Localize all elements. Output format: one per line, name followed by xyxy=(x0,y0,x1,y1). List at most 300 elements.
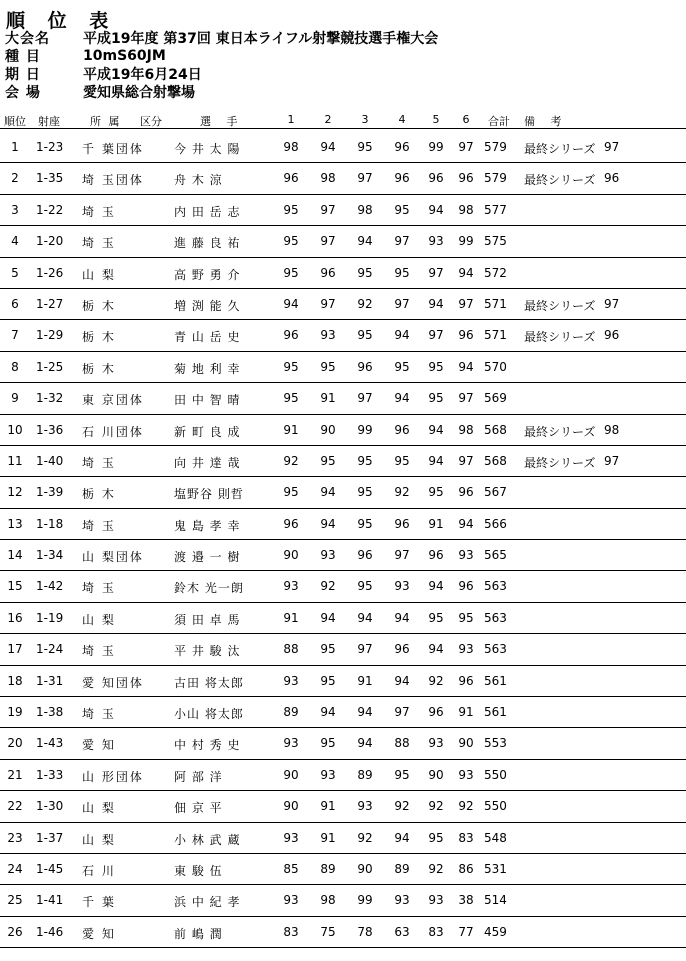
total-score-cell: 561 xyxy=(484,673,507,688)
column-header-total: 合計 xyxy=(488,115,510,128)
column-header-seat: 射座 xyxy=(38,115,60,128)
athlete-name-cell: 塩野谷 則哲 xyxy=(174,487,244,502)
series-3-score-cell: 95 xyxy=(357,579,373,594)
series-5-score-cell: 90 xyxy=(428,767,444,782)
series-3-score-cell: 98 xyxy=(357,202,373,217)
series-6-score-cell: 96 xyxy=(458,485,474,500)
affiliation-cell: 埼 玉 xyxy=(82,581,116,596)
series-1-score-cell: 93 xyxy=(283,579,299,594)
series-3-score-cell: 92 xyxy=(357,830,373,845)
total-score-cell: 459 xyxy=(484,924,507,939)
series-3-score-cell: 89 xyxy=(357,767,373,782)
series-4-score-cell: 95 xyxy=(394,265,410,280)
series-1-score-cell: 91 xyxy=(283,610,299,625)
series-1-score-cell: 93 xyxy=(283,673,299,688)
series-5-score-cell: 92 xyxy=(428,673,444,688)
note-cell: 最終シリーズ xyxy=(524,173,596,188)
series-2-score-cell: 91 xyxy=(320,799,336,814)
athlete-name-cell: 増 渕 能 久 xyxy=(174,298,241,313)
total-score-cell: 569 xyxy=(484,391,507,406)
note-value-cell: 97 xyxy=(604,296,620,311)
affiliation-cell: 石 川団体 xyxy=(82,424,144,439)
page-title: 順 位 表 xyxy=(6,10,117,32)
series-1-score-cell: 96 xyxy=(283,516,299,531)
rank-cell: 11 xyxy=(7,453,23,468)
column-header-series-3: 3 xyxy=(361,113,369,126)
series-2-score-cell: 94 xyxy=(320,516,336,531)
series-2-score-cell: 91 xyxy=(320,830,336,845)
rank-cell: 24 xyxy=(7,861,23,876)
series-6-score-cell: 96 xyxy=(458,579,474,594)
series-1-score-cell: 95 xyxy=(283,485,299,500)
series-2-score-cell: 97 xyxy=(320,202,336,217)
series-2-score-cell: 91 xyxy=(320,391,336,406)
table-row xyxy=(0,540,686,571)
athlete-name-cell: 須 田 卓 馬 xyxy=(174,612,241,627)
series-4-score-cell: 95 xyxy=(394,453,410,468)
series-5-score-cell: 97 xyxy=(428,328,444,343)
series-6-score-cell: 96 xyxy=(458,328,474,343)
series-5-score-cell: 97 xyxy=(428,265,444,280)
series-5-score-cell: 95 xyxy=(428,391,444,406)
column-header-name: 選 手 xyxy=(200,115,244,128)
series-1-score-cell: 85 xyxy=(283,861,299,876)
total-score-cell: 531 xyxy=(484,861,507,876)
series-6-score-cell: 77 xyxy=(458,924,474,939)
series-4-score-cell: 96 xyxy=(394,516,410,531)
series-5-score-cell: 94 xyxy=(428,202,444,217)
column-header-series-5: 5 xyxy=(432,113,440,126)
series-3-score-cell: 91 xyxy=(357,673,373,688)
rank-cell: 21 xyxy=(7,767,23,782)
athlete-name-cell: 平 井 駿 汰 xyxy=(174,644,241,659)
series-4-score-cell: 94 xyxy=(394,830,410,845)
rank-cell: 12 xyxy=(7,485,23,500)
series-1-score-cell: 93 xyxy=(283,830,299,845)
series-6-score-cell: 95 xyxy=(458,610,474,625)
rank-cell: 26 xyxy=(7,924,23,939)
athlete-name-cell: 小 林 武 蔵 xyxy=(174,832,241,847)
note-cell: 最終シリーズ xyxy=(524,455,596,470)
series-6-score-cell: 94 xyxy=(458,516,474,531)
seat-cell: 1-30 xyxy=(36,799,64,814)
series-2-score-cell: 95 xyxy=(320,642,336,657)
series-3-score-cell: 95 xyxy=(357,485,373,500)
seat-cell: 1-45 xyxy=(36,861,64,876)
series-3-score-cell: 94 xyxy=(357,234,373,249)
rank-cell: 1 xyxy=(11,140,19,154)
series-1-score-cell: 95 xyxy=(283,359,299,374)
seat-cell: 1-24 xyxy=(36,642,64,657)
series-1-score-cell: 83 xyxy=(283,924,299,939)
athlete-name-cell: 浜 中 紀 孝 xyxy=(174,895,241,910)
total-score-cell: 570 xyxy=(484,359,507,374)
series-6-score-cell: 97 xyxy=(458,453,474,468)
rank-cell: 8 xyxy=(11,359,19,374)
table-row xyxy=(0,823,686,854)
event-info xyxy=(5,29,438,101)
series-2-score-cell: 75 xyxy=(320,924,336,939)
athlete-name-cell: 新 町 良 成 xyxy=(174,424,241,439)
seat-cell: 1-46 xyxy=(36,924,64,939)
table-row xyxy=(0,383,686,414)
rank-cell: 19 xyxy=(7,705,23,720)
series-5-score-cell: 94 xyxy=(428,422,444,437)
athlete-name-cell: 鬼 島 孝 幸 xyxy=(174,518,241,533)
athlete-name-cell: 中 村 秀 史 xyxy=(174,738,241,753)
series-2-score-cell: 98 xyxy=(320,171,336,186)
series-4-score-cell: 89 xyxy=(394,861,410,876)
table-row xyxy=(0,226,686,257)
seat-cell: 1-18 xyxy=(36,516,64,531)
athlete-name-cell: 阿 部 洋 xyxy=(174,769,223,784)
athlete-name-cell: 古田 将太郎 xyxy=(174,675,244,690)
series-3-score-cell: 95 xyxy=(357,453,373,468)
series-6-score-cell: 97 xyxy=(458,391,474,406)
athlete-name-cell: 舟 木 涼 xyxy=(174,173,223,188)
series-6-score-cell: 91 xyxy=(458,705,474,720)
event-date-value: 平成19年6月24日 xyxy=(83,67,202,83)
series-4-score-cell: 92 xyxy=(394,799,410,814)
note-cell: 最終シリーズ xyxy=(524,142,596,156)
series-2-score-cell: 94 xyxy=(320,610,336,625)
table-row xyxy=(0,477,686,508)
series-1-score-cell: 96 xyxy=(283,171,299,186)
series-3-score-cell: 96 xyxy=(357,359,373,374)
series-2-score-cell: 95 xyxy=(320,453,336,468)
seat-cell: 1-32 xyxy=(36,391,64,406)
series-2-score-cell: 98 xyxy=(320,893,336,908)
athlete-name-cell: 内 田 岳 志 xyxy=(174,204,241,219)
affiliation-cell: 埼 玉 xyxy=(82,644,116,659)
total-score-cell: 571 xyxy=(484,328,507,343)
affiliation-cell: 愛 知団体 xyxy=(82,675,144,690)
affiliation-cell: 千 葉団体 xyxy=(82,142,144,156)
series-5-score-cell: 96 xyxy=(428,171,444,186)
athlete-name-cell: 東 駿 伍 xyxy=(174,863,223,878)
seat-cell: 1-26 xyxy=(36,265,64,280)
total-score-cell: 514 xyxy=(484,893,507,908)
rank-cell: 9 xyxy=(11,391,19,406)
column-header-affiliation: 所 属 xyxy=(90,115,122,128)
table-row xyxy=(0,666,686,697)
affiliation-cell: 埼 玉 xyxy=(82,518,116,533)
athlete-name-cell: 前 嶋 潤 xyxy=(174,926,223,941)
series-3-score-cell: 99 xyxy=(357,422,373,437)
rank-cell: 2 xyxy=(11,171,19,186)
event-venue-key: 会 場 xyxy=(5,85,41,101)
total-score-cell: 563 xyxy=(484,642,507,657)
table-row xyxy=(0,509,686,540)
seat-cell: 1-31 xyxy=(36,673,64,688)
affiliation-cell: 山 梨 xyxy=(82,612,116,627)
event-name-key: 大会名 xyxy=(5,31,50,47)
note-value-cell: 96 xyxy=(604,171,620,186)
series-5-score-cell: 93 xyxy=(428,893,444,908)
series-4-score-cell: 97 xyxy=(394,705,410,720)
table-row xyxy=(0,854,686,885)
series-4-score-cell: 97 xyxy=(394,548,410,563)
column-header-rank: 順位 xyxy=(4,115,26,128)
series-2-score-cell: 93 xyxy=(320,548,336,563)
series-2-score-cell: 95 xyxy=(320,673,336,688)
series-1-score-cell: 98 xyxy=(283,140,299,154)
total-score-cell: 575 xyxy=(484,234,507,249)
series-6-score-cell: 99 xyxy=(458,234,474,249)
series-5-score-cell: 99 xyxy=(428,140,444,154)
table-row xyxy=(0,415,686,446)
note-value-cell: 97 xyxy=(604,453,620,468)
series-4-score-cell: 88 xyxy=(394,736,410,751)
series-4-score-cell: 93 xyxy=(394,579,410,594)
note-cell: 最終シリーズ xyxy=(524,330,596,345)
series-3-score-cell: 97 xyxy=(357,171,373,186)
affiliation-cell: 栃 木 xyxy=(82,330,116,345)
series-5-score-cell: 95 xyxy=(428,610,444,625)
affiliation-cell: 愛 知 xyxy=(82,926,116,941)
table-row xyxy=(0,163,686,194)
series-3-score-cell: 99 xyxy=(357,893,373,908)
series-2-score-cell: 97 xyxy=(320,296,336,311)
seat-cell: 1-25 xyxy=(36,359,64,374)
series-1-score-cell: 92 xyxy=(283,453,299,468)
note-value-cell: 98 xyxy=(604,422,620,437)
series-6-score-cell: 97 xyxy=(458,140,474,154)
total-score-cell: 561 xyxy=(484,705,507,720)
affiliation-cell: 千 葉 xyxy=(82,895,116,910)
series-3-score-cell: 95 xyxy=(357,265,373,280)
athlete-name-cell: 菊 地 利 幸 xyxy=(174,361,241,376)
total-score-cell: 567 xyxy=(484,485,507,500)
series-6-score-cell: 94 xyxy=(458,359,474,374)
seat-cell: 1-29 xyxy=(36,328,64,343)
table-row xyxy=(0,603,686,634)
series-3-score-cell: 92 xyxy=(357,296,373,311)
rank-cell: 10 xyxy=(7,422,23,437)
series-1-score-cell: 93 xyxy=(283,736,299,751)
rank-cell: 14 xyxy=(7,548,23,563)
affiliation-cell: 山 梨団体 xyxy=(82,550,144,565)
event-info-row xyxy=(5,47,438,65)
total-score-cell: 577 xyxy=(484,202,507,217)
series-4-score-cell: 95 xyxy=(394,202,410,217)
series-3-score-cell: 96 xyxy=(357,548,373,563)
series-2-score-cell: 97 xyxy=(320,234,336,249)
seat-cell: 1-27 xyxy=(36,296,64,311)
rank-cell: 22 xyxy=(7,799,23,814)
series-3-score-cell: 94 xyxy=(357,705,373,720)
series-5-score-cell: 95 xyxy=(428,830,444,845)
table-row xyxy=(0,446,686,477)
affiliation-cell: 栃 木 xyxy=(82,298,116,313)
column-header-note: 備 考 xyxy=(524,115,568,128)
athlete-name-cell: 今 井 太 陽 xyxy=(174,142,241,156)
series-1-score-cell: 90 xyxy=(283,799,299,814)
table-row xyxy=(0,917,686,948)
series-1-score-cell: 96 xyxy=(283,328,299,343)
series-5-score-cell: 94 xyxy=(428,296,444,311)
series-3-score-cell: 95 xyxy=(357,140,373,154)
total-score-cell: 550 xyxy=(484,799,507,814)
series-6-score-cell: 38 xyxy=(458,893,474,908)
table-row xyxy=(0,320,686,351)
total-score-cell: 579 xyxy=(484,171,507,186)
rank-cell: 6 xyxy=(11,296,19,311)
series-3-score-cell: 95 xyxy=(357,328,373,343)
series-6-score-cell: 96 xyxy=(458,673,474,688)
series-5-score-cell: 92 xyxy=(428,799,444,814)
rank-cell: 4 xyxy=(11,234,19,249)
series-6-score-cell: 98 xyxy=(458,422,474,437)
affiliation-cell: 愛 知 xyxy=(82,738,116,753)
event-info-row xyxy=(5,83,438,101)
series-6-score-cell: 96 xyxy=(458,171,474,186)
series-2-score-cell: 90 xyxy=(320,422,336,437)
rank-cell: 16 xyxy=(7,610,23,625)
seat-cell: 1-20 xyxy=(36,234,64,249)
rank-cell: 20 xyxy=(7,736,23,751)
series-2-score-cell: 89 xyxy=(320,861,336,876)
series-1-score-cell: 94 xyxy=(283,296,299,311)
series-4-score-cell: 96 xyxy=(394,140,410,154)
note-value-cell: 96 xyxy=(604,328,620,343)
table-row xyxy=(0,634,686,665)
series-6-score-cell: 92 xyxy=(458,799,474,814)
column-header-series-1: 1 xyxy=(287,113,295,126)
total-score-cell: 579 xyxy=(484,140,507,154)
total-score-cell: 566 xyxy=(484,516,507,531)
series-2-score-cell: 93 xyxy=(320,767,336,782)
series-1-score-cell: 89 xyxy=(283,705,299,720)
series-2-score-cell: 94 xyxy=(320,140,336,154)
series-2-score-cell: 96 xyxy=(320,265,336,280)
series-5-score-cell: 83 xyxy=(428,924,444,939)
series-4-score-cell: 63 xyxy=(394,924,410,939)
total-score-cell: 568 xyxy=(484,453,507,468)
series-4-score-cell: 94 xyxy=(394,391,410,406)
event-name-value: 平成19年度 第37回 東日本ライフル射撃競技選手権大会 xyxy=(83,31,439,47)
series-4-score-cell: 94 xyxy=(394,673,410,688)
total-score-cell: 563 xyxy=(484,579,507,594)
table-row xyxy=(0,697,686,728)
athlete-name-cell: 渡 邉 一 樹 xyxy=(174,550,241,565)
affiliation-cell: 石 川 xyxy=(82,863,116,878)
series-6-score-cell: 86 xyxy=(458,861,474,876)
series-5-score-cell: 94 xyxy=(428,642,444,657)
rank-cell: 17 xyxy=(7,642,23,657)
series-4-score-cell: 96 xyxy=(394,422,410,437)
series-5-score-cell: 95 xyxy=(428,359,444,374)
table-row xyxy=(0,132,686,163)
rank-cell: 3 xyxy=(11,202,19,217)
affiliation-cell: 栃 木 xyxy=(82,487,116,502)
seat-cell: 1-37 xyxy=(36,830,64,845)
series-4-score-cell: 92 xyxy=(394,485,410,500)
series-2-score-cell: 94 xyxy=(320,705,336,720)
series-4-score-cell: 94 xyxy=(394,328,410,343)
series-3-score-cell: 90 xyxy=(357,861,373,876)
seat-cell: 1-35 xyxy=(36,171,64,186)
series-3-score-cell: 97 xyxy=(357,642,373,657)
series-6-score-cell: 93 xyxy=(458,767,474,782)
affiliation-cell: 栃 木 xyxy=(82,361,116,376)
seat-cell: 1-19 xyxy=(36,610,64,625)
affiliation-cell: 山 梨 xyxy=(82,267,116,282)
seat-cell: 1-43 xyxy=(36,736,64,751)
column-header-series-2: 2 xyxy=(324,113,332,126)
rank-cell: 23 xyxy=(7,830,23,845)
athlete-name-cell: 青 山 岳 史 xyxy=(174,330,241,345)
column-header-category: 区分 xyxy=(140,115,162,128)
seat-cell: 1-36 xyxy=(36,422,64,437)
affiliation-cell: 山 梨 xyxy=(82,801,116,816)
total-score-cell: 563 xyxy=(484,610,507,625)
total-score-cell: 572 xyxy=(484,265,507,280)
series-6-score-cell: 98 xyxy=(458,202,474,217)
series-5-score-cell: 92 xyxy=(428,861,444,876)
series-1-score-cell: 90 xyxy=(283,548,299,563)
series-5-score-cell: 94 xyxy=(428,453,444,468)
series-5-score-cell: 96 xyxy=(428,548,444,563)
series-3-score-cell: 94 xyxy=(357,610,373,625)
athlete-name-cell: 小山 将太郎 xyxy=(174,707,244,722)
event-date-key: 期 日 xyxy=(5,67,41,83)
series-1-score-cell: 95 xyxy=(283,234,299,249)
seat-cell: 1-23 xyxy=(36,140,64,154)
series-1-score-cell: 88 xyxy=(283,642,299,657)
series-3-score-cell: 97 xyxy=(357,391,373,406)
event-info-row xyxy=(5,65,438,83)
series-5-score-cell: 91 xyxy=(428,516,444,531)
series-2-score-cell: 92 xyxy=(320,579,336,594)
header-divider xyxy=(0,128,686,129)
series-2-score-cell: 95 xyxy=(320,736,336,751)
total-score-cell: 550 xyxy=(484,767,507,782)
series-5-score-cell: 94 xyxy=(428,579,444,594)
series-6-score-cell: 94 xyxy=(458,265,474,280)
series-1-score-cell: 91 xyxy=(283,422,299,437)
series-4-score-cell: 94 xyxy=(394,610,410,625)
rank-cell: 7 xyxy=(11,328,19,343)
series-2-score-cell: 94 xyxy=(320,485,336,500)
note-cell: 最終シリーズ xyxy=(524,298,596,313)
series-4-score-cell: 96 xyxy=(394,642,410,657)
series-4-score-cell: 93 xyxy=(394,893,410,908)
rank-cell: 13 xyxy=(7,516,23,531)
series-1-score-cell: 93 xyxy=(283,893,299,908)
series-2-score-cell: 95 xyxy=(320,359,336,374)
table-row xyxy=(0,760,686,791)
series-2-score-cell: 93 xyxy=(320,328,336,343)
affiliation-cell: 埼 玉団体 xyxy=(82,173,144,188)
affiliation-cell: 埼 玉 xyxy=(82,707,116,722)
event-venue-value: 愛知県総合射撃場 xyxy=(83,85,195,101)
seat-cell: 1-40 xyxy=(36,453,64,468)
column-header-series-6: 6 xyxy=(462,113,470,126)
affiliation-cell: 山 形団体 xyxy=(82,769,144,784)
total-score-cell: 565 xyxy=(484,548,507,563)
series-6-score-cell: 90 xyxy=(458,736,474,751)
table-row xyxy=(0,195,686,226)
seat-cell: 1-39 xyxy=(36,485,64,500)
affiliation-cell: 埼 玉 xyxy=(82,236,116,251)
seat-cell: 1-34 xyxy=(36,548,64,563)
total-score-cell: 553 xyxy=(484,736,507,751)
rank-cell: 5 xyxy=(11,265,19,280)
table-header xyxy=(0,113,686,127)
seat-cell: 1-38 xyxy=(36,705,64,720)
event-info-row xyxy=(5,29,438,47)
